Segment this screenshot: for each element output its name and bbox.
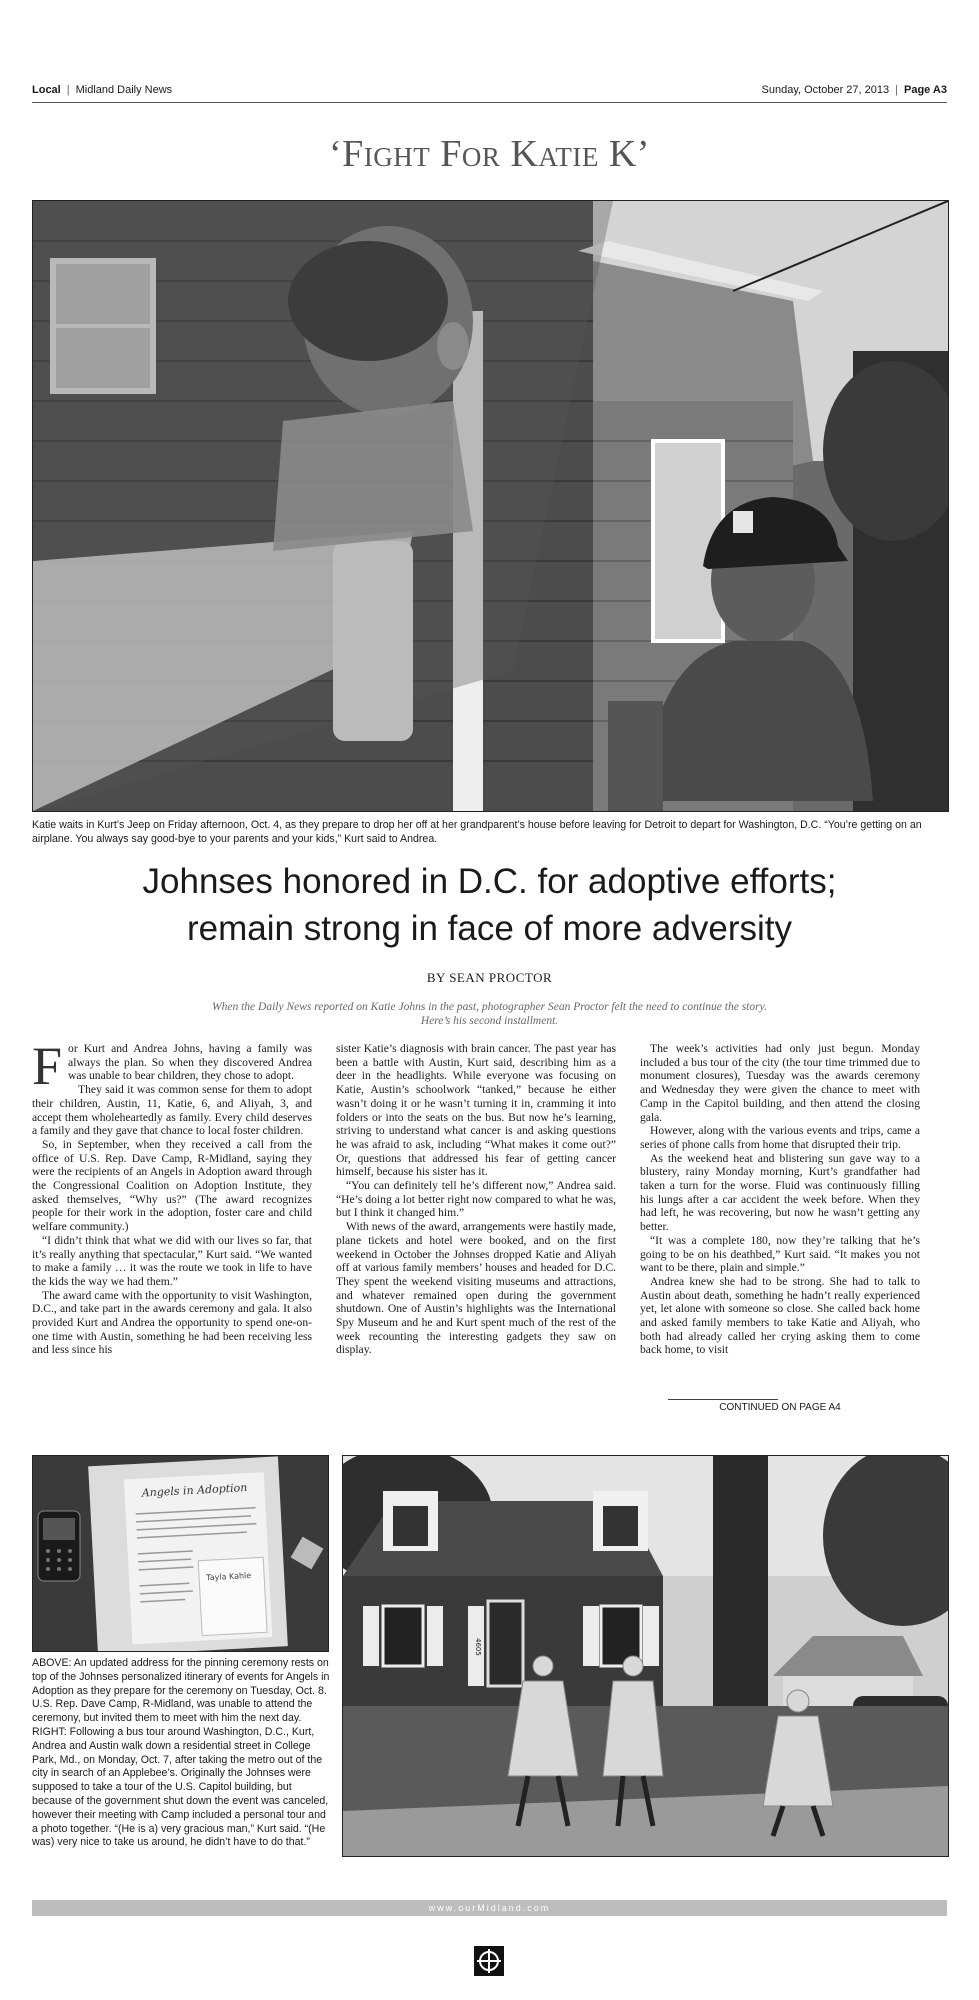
section-label: Local [32, 84, 61, 96]
article-column-1 [32, 1036, 312, 1357]
article-paragraph: “You can definitely tell he’s different now,” Andrea said. “He’s doing a lot better right now compared to what he was, but I think it changed him.” [336, 1179, 616, 1220]
article-paragraph: “It was a complete 180, now they’re talking that he’s going to be on his deathbed,” Kurt said. “It makes you not want to be there, plain and simple.” [640, 1233, 920, 1275]
headline-line-1: Johnses honored in D.C. for adoptive efforts; [142, 862, 837, 901]
handwritten-note: Tayla Kahle [205, 1570, 252, 1583]
article-paragraph: However, along with the various events and trips, came a series of phone calls from home that disrupted their trip. [640, 1124, 920, 1151]
series-kicker: ‘Fight For Katie K’ [329, 133, 650, 175]
continued-jump-link[interactable]: CONTINUED ON PAGE A4 [719, 1402, 841, 1413]
article-paragraph: Andrea knew she had to be strong. She had to talk to Austin about death, something he hadn’t really experienced yet, let alone with someone so close. She called back home and asked family members to take Katie and Aliyah, who both had already called her crying asking them to come back home, to visit [640, 1274, 920, 1357]
house-number: 4605 [474, 1638, 482, 1656]
bottom-photos-caption: ABOVE: An updated address for the pinning ceremony rests on top of the Johnses personalized itinerary of events for Angels in Adoption as they prepare for the ceremony on Tuesday, Oct. 8. U.S. Rep. Dave Camp, R-Midland, was unable to attend the ceremony, but invited them to meet with him the next day. RIGHT: Following a bus tour around Washington, D.C., Kurt, Andrea and Austin walk down a residential street in College Park, Md., on Monday, Oct. 7, after taking the metro out of the city in search of an Applebee’s. Originally the Johnses were supposed to take a tour of the U.S. Capitol building, but because of the government shut down the event was canceled, however their meeting with Camp included a personal tour and a photo together. “(He is a) very gracious man,” Kurt said. “(He was) very nice to take us around, he didn’t have to do that.” [32, 1657, 330, 1849]
house-walk-photo [342, 1455, 949, 1857]
page-number: Page A3 [903, 84, 947, 96]
article-paragraph: So, in September, when they received a call from the office of U.S. Rep. Dave Camp, R-Midland, saying they were the recipients of an Angels in Adoption award through the Congressional Coalition on Adoption Institute, they asked themselves, “Why us?” (The award recognizes people for their work in the adoption, foster care and child welfare community.) [32, 1137, 312, 1234]
article-paragraph: The week’s activities had only just begun. Monday included a bus tour of the city (the tour time trimmed due to monument closures), Tuesday was the awards ceremony and Wednesday they were given the chance to meet with Camp in the Capitol building, and then attend the closing gala. [640, 1042, 920, 1124]
byline: BY SEAN PROCTOR [426, 970, 553, 985]
article-paragraph: For Kurt and Andrea Johns, having a family was always the plan. So when they discovered Andrea was unable to bear children, they chose to adopt. [32, 1036, 312, 1096]
publication-logo-icon [473, 1945, 505, 1977]
header-right: Sunday, October 27, 2013 | Page A3 [761, 84, 947, 96]
brochure-title: Angels in Adoption [141, 1481, 248, 1500]
headline [32, 858, 947, 952]
documents-photo [32, 1455, 329, 1652]
main-photo-caption: Katie waits in Kurt’s Jeep on Friday afternoon, Oct. 4, as they prepare to drop her off at her grandparent’s house before leaving for Detroit to depart for Washington, D.C. “You’re getting on an airplane. You always say good-bye to your parents and your kids,” Kurt said to Andrea. [32, 819, 922, 845]
article-paragraph: They said it was common sense for them to adopt their children, Austin, 11, Katie, 6, and Aliyah, 3, and accept them wholeheartedly as family. Every child deserves a family and they gave that chance to local foster children. [32, 1083, 312, 1138]
article-paragraph: With news of the award, arrangements were hastily made, plane tickets and hotel were booked, and on the first weekend in October the Johnses dropped Katie and Aliyah off at various family members’ houses and headed for D.C. They spent the weekend visiting museums and attractions, and whatever remained open during the government shutdown. One of Austin’s highlights was the International Spy Museum and he and Kurt spent much of the rest of the week recounting the interesting gadgets they saw on display. [336, 1220, 616, 1357]
article-paragraph: sister Katie’s diagnosis with brain cancer. The past year has been a battle with Austin, Kurt said, describing him as a deer in the headlights. While everyone was focusing on Katie, Austin’s schoolwork “tanked,” because he either wasn’t doing it or he wasn’t turning it in, cramming it into folders or into the seats on the bus. But now he’s learning, striving to understand what cancer is and asking questions he was afraid to ask, including “What makes it come out?” Or, questions that addressed his fear of getting cancer himself, because his sister has it. [336, 1042, 616, 1179]
article-column-3 [640, 1042, 920, 1357]
article-column-2 [336, 1042, 616, 1357]
headline-line-2: remain strong in face of more adversity [187, 909, 792, 948]
main-photo [32, 200, 949, 812]
continued-rule [668, 1399, 778, 1400]
page-header [32, 80, 947, 103]
footer-url-bar[interactable]: www.ourMidland.com [32, 1900, 947, 1916]
article-deck: When the Daily News reported on Katie Johns in the past, photographer Sean Proctor felt the need to continue the story. Here’s his second installment. [212, 1001, 767, 1027]
issue-date: Sunday, October 27, 2013 [761, 84, 890, 96]
publication-name: Midland Daily News [75, 84, 173, 96]
article-paragraph: The award came with the opportunity to visit Washington, D.C., and take part in the awards ceremony and gala. It also provided Kurt and Andrea the opportunity to spend one-on-one time with Austin, something he had been receiving less and less since his [32, 1288, 312, 1357]
drop-cap: F [32, 1036, 63, 1096]
article-paragraph: As the weekend heat and blistering sun gave way to a blustery, rainy Monday morning, Kurt’s grandfather had taken a turn for the worse. Fluid was continuously filling his lungs after a car accident the week before. When they had left, he was recovering, but now he wasn’t getting any better. [640, 1151, 920, 1234]
header-left: Local | Midland Daily News [32, 84, 173, 96]
article-paragraph: “I didn’t think that what we did with our lives so far, that it’s really anything that spectacular,” Kurt said. “We wanted to make a family … it was the route we took in life to have the kids the way we had them.” [32, 1233, 312, 1288]
